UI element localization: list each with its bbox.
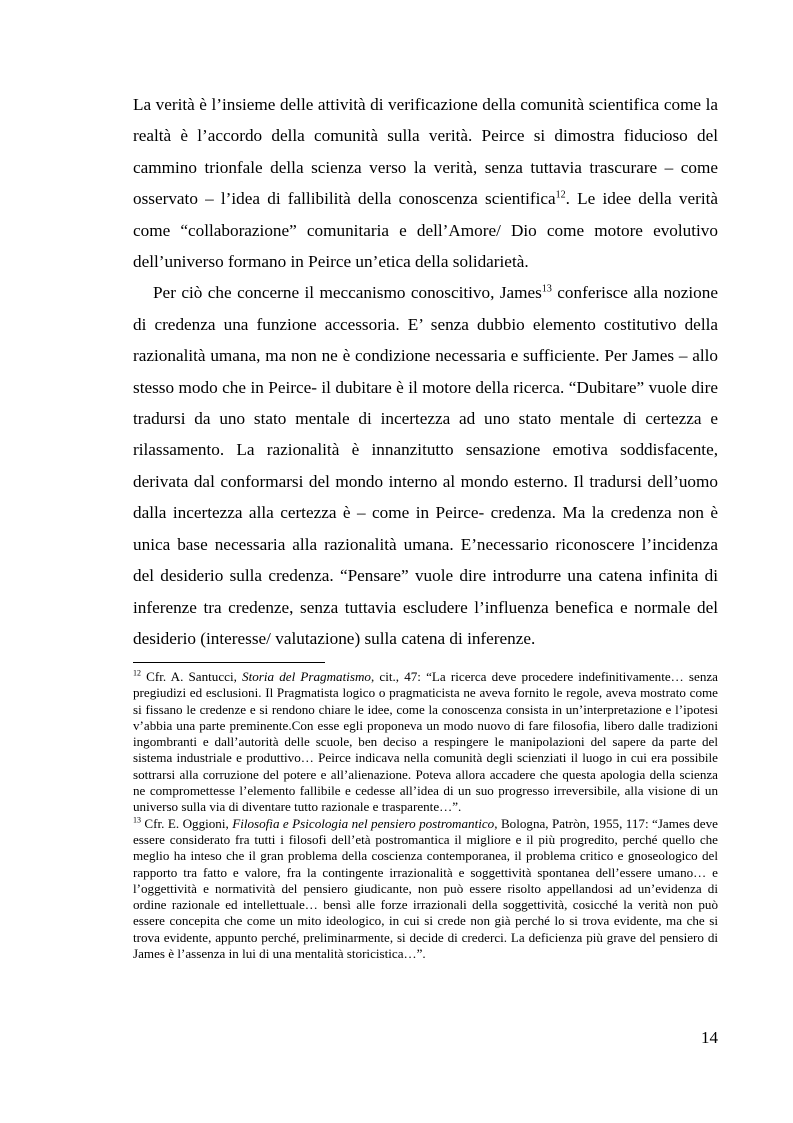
footnote-text: , Bologna, Patròn, 1955, 117: “James deve essere considerato fra tutti i filosofi dell’età postromantica il migliore e il più progredito, perché quello che meglio ha inteso che il gran problema della coscienza contemporanea, il problema critico e gnoseologico del rapporto tra fatto e valore, fra la contingente irrazionalità e soggettività spontanea dell’essere umano… e l’oggettività e normatività del pensiero giudicante, non può essere risolto appellandosi ad un’evidenza di ordine razionale ed intellettuale… bensì alle forze irrazionali della soggettività, cosicché la verità non può essere concepita che come un mito ideologico, in cui si crede non già perché lo si trova evidente, ma che si trova evidente, appunto perché, preliminarmente, si decide di crederci. La deficienza più grave del pensiero di James è l’assenza in lui di una mentalità storicistica…”. xyxy=(133,815,718,962)
footnote-13 xyxy=(133,816,718,963)
body-paragraph-2 xyxy=(133,277,718,654)
page-number: 14 xyxy=(701,1028,718,1047)
body-text-span: . Le idee della verità come “collaborazione” comunitaria e dell’Amore/ Dio come motore evolutivo dell’universo formano in Peirce un’etica della solidarietà. xyxy=(133,189,719,272)
footnote-number: 13 xyxy=(133,815,141,825)
body-text-span: La verità è l’insieme delle attività di verificazione della comunità scientifica come la realtà è l’accordo della comunità sulla verità. Peirce si dimostra fiducioso del cammino trionfale della scienza verso la verità, senza tuttavia trascurare – come osservato – l’idea di fallibilità della conoscenza scientifica xyxy=(133,95,718,209)
footnote-text: , cit., 47: “La ricerca deve procedere indefinitivamente… senza pregiudizi ed esclusioni. Il Pragmatista logico o pragmaticista ne aveva fornito le regole, aveva mostrato come si fissano le credenze e si rendono chiare le idee, come la conoscenza consista in un’interpretazione e l’ipotesi v’abbia una parte preminente.Con esse egli proponeva un modo nuovo di fare filosofia, libero dalle tradizioni ingombranti e dall’autorità delle scuole, ben deciso a respingere le manipolazioni del sapere da parte del sistema industriale e produttivo… Peirce indicava nella comunità degli scienziati il luogo in cui era possibile sottrarsi alla corruzione del potere e all’alienazione. Poteva allora accadere che questa apologia della scienza ne compromettesse l’elemento fallibile e cedesse all’idea di un suo progresso irreversibile, alla visione di un universo sulla via di diventare tutto razionale e trasparente…”. xyxy=(133,669,718,815)
body-text-span: conferisce alla nozione di credenza una funzione accessoria. E’ senza dubbio elemento costitutivo della razionalità umana, ma non ne è condizione necessaria e sufficiente. Per James – allo stesso modo che in Peirce- il dubitare è il motore della ricerca. “Dubitare” vuole dire tradursi da uno stato mentale di incertezza ad uno stato mentale di certezza e rilassamento. La razionalità è innanzitutto sensazione emotiva soddisfacente, derivata dal conformarsi del mondo interno al mondo esterno. Il tradursi dell’uomo dalla incertezza alla certezza è – come in Peirce- credenza. Ma la credenza non è unica base necessaria alla razionalità umana. E’necessario riconoscere l’incidenza del desiderio sulla credenza. “Pensare” vuole dire introdurre una catena infinita di inferenze tra credenze, senza tuttavia escludere l’influenza benefica e normale del desiderio (interesse/ valutazione) sulla catena di inferenze. xyxy=(133,283,718,648)
footnote-12 xyxy=(133,669,718,816)
footnote-separator xyxy=(133,662,325,663)
footnote-reference-13: 13 xyxy=(541,283,552,295)
footnote-reference-12: 12 xyxy=(555,189,566,201)
body-text xyxy=(133,89,718,654)
book-title: Storia del Pragmatismo xyxy=(242,669,371,684)
footnote-text: Cfr. E. Oggioni, xyxy=(141,815,233,831)
footnotes xyxy=(133,669,718,962)
footnote-number: 12 xyxy=(133,668,141,678)
book-title: Filosofia e Psicologia nel pensiero postromantico xyxy=(232,815,495,831)
body-paragraph-1 xyxy=(133,89,718,277)
body-text-span: Per ciò che concerne il meccanismo conoscitivo, James xyxy=(153,283,542,303)
footnote-text: Cfr. A. Santucci, xyxy=(141,669,243,684)
